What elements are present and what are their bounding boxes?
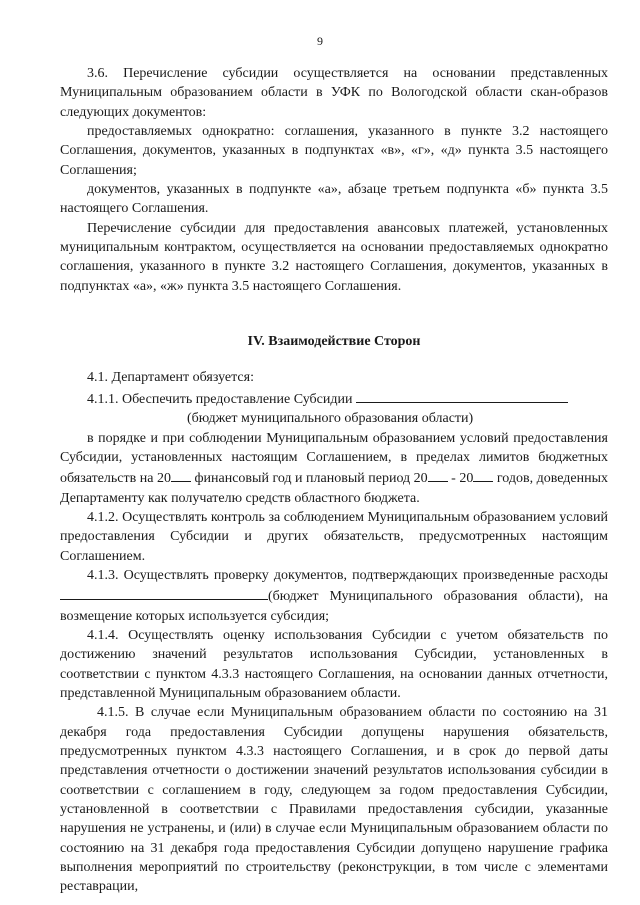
- paragraph-4-1: 4.1. Департамент обязуется:: [87, 370, 254, 386]
- year-blank-2: [428, 467, 448, 482]
- paragraph-3-6-once: предоставляемых однократно: соглашения, указанного в пункте 3.2 настоящего Соглашения, документов, указанных в подпунктах «в», «г», «д» пункта 3.5 настоящего Соглашения;: [60, 124, 608, 178]
- paragraph-4-1-1-body-text: в порядке и при соблюдении Муниципальным образованием условий предоставления Субсидии, установленных настоящим Соглашением, в пределах лимитов бюджетных обязательств на 20: [60, 430, 608, 487]
- paragraph-4-1-3: [60, 566, 608, 626]
- paragraph-4-1-1-body-text-4: годов, доведенных Департаменту как получателю средств областного бюджета.: [60, 471, 608, 506]
- paragraph-4-1-2: 4.1.2. Осуществлять контроль за соблюдением Муниципальным образованием условий предоставления Субсидии и других обязательств, предусмотренных настоящим Соглашением.: [60, 509, 608, 564]
- paragraph-4-1-1-text: 4.1.1. Обеспечить предоставление Субсидии: [87, 391, 356, 407]
- paragraph-4-1-5: 4.1.5. В случае если Муниципальным образованием области по состоянию на 31 декабря года предоставления Субсидии допущены нарушения обязательств, предусмотренных пунктом 4.3.3 настоящего Соглашения, и в срок до первой даты представления отчетности о достижении значений результатов использования субсидии в соответствии с соглашением в году, следующем за годом предоставления Субсидии, установленной в соответствии с Правилами предоставления субсидии, указанные нарушения не устранены, и (или) в случае если Муниципальным образованием области по состоянию на 31 декабря года предоставления Субсидии допущено нарушение графика выполнения мероприятий по строительству (реконструкции, в том числе с элементами реставрации,: [60, 705, 608, 895]
- paragraph-4-1-1: [60, 388, 608, 409]
- page-number: 9: [317, 34, 323, 48]
- paragraph-4-1-1-body-text-3: - 20: [447, 471, 474, 487]
- section-heading: IV. Взаимодействие Сторон: [247, 334, 421, 350]
- document-body: [60, 64, 608, 897]
- paragraph-4-1-3-text-2: (бюджет Муниципального образования области), на возмещение которых используется субсидия;: [60, 589, 608, 624]
- paragraph-4-1-4: 4.1.4. Осуществлять оценку использования Субсидии с учетом обязательств по достижению значений результатов использования Субсидии, установленных в соответствии с пунктом 4.3.3 настоящего Соглашения, на основании данных отчетности, представленной Муниципальным образованием области.: [60, 627, 608, 701]
- paragraph-4-1-1-body: [60, 429, 608, 508]
- paragraph-4-1-3-text: 4.1.3. Осуществлять проверку документов, подтверждающих произведенные расходы: [87, 567, 608, 583]
- paragraph-3-6-advance: Перечисление субсидии для предоставления авансовых платежей, установленных муниципальным контрактом, осуществляется на основании предоставляемых однократно соглашения, указанного в пункте 3.2 настоящего Соглашения, документов, указанных в подпунктах «а», «ж» пункта 3.5 настоящего Соглашения.: [60, 220, 608, 294]
- year-blank-1: [171, 467, 191, 482]
- budget-fill-blank: [356, 388, 568, 403]
- paragraph-3-6-docs: документов, указанных в подпункте «а», абзаце третьем подпункта «б» пункта 3.5 настоящего Соглашения.: [60, 182, 608, 217]
- budget-caption: (бюджет муниципального образования области): [187, 411, 474, 427]
- expenses-fill-blank: [60, 585, 268, 600]
- paragraph-4-1-1-body-text-2: финансовый год и плановый период 20: [190, 471, 428, 487]
- year-blank-3: [473, 467, 493, 482]
- paragraph-3-6: 3.6. Перечисление субсидии осуществляется на основании представленных Муниципальным образованием области в УФК по Вологодской области скан-образов следующих документов:: [60, 66, 608, 120]
